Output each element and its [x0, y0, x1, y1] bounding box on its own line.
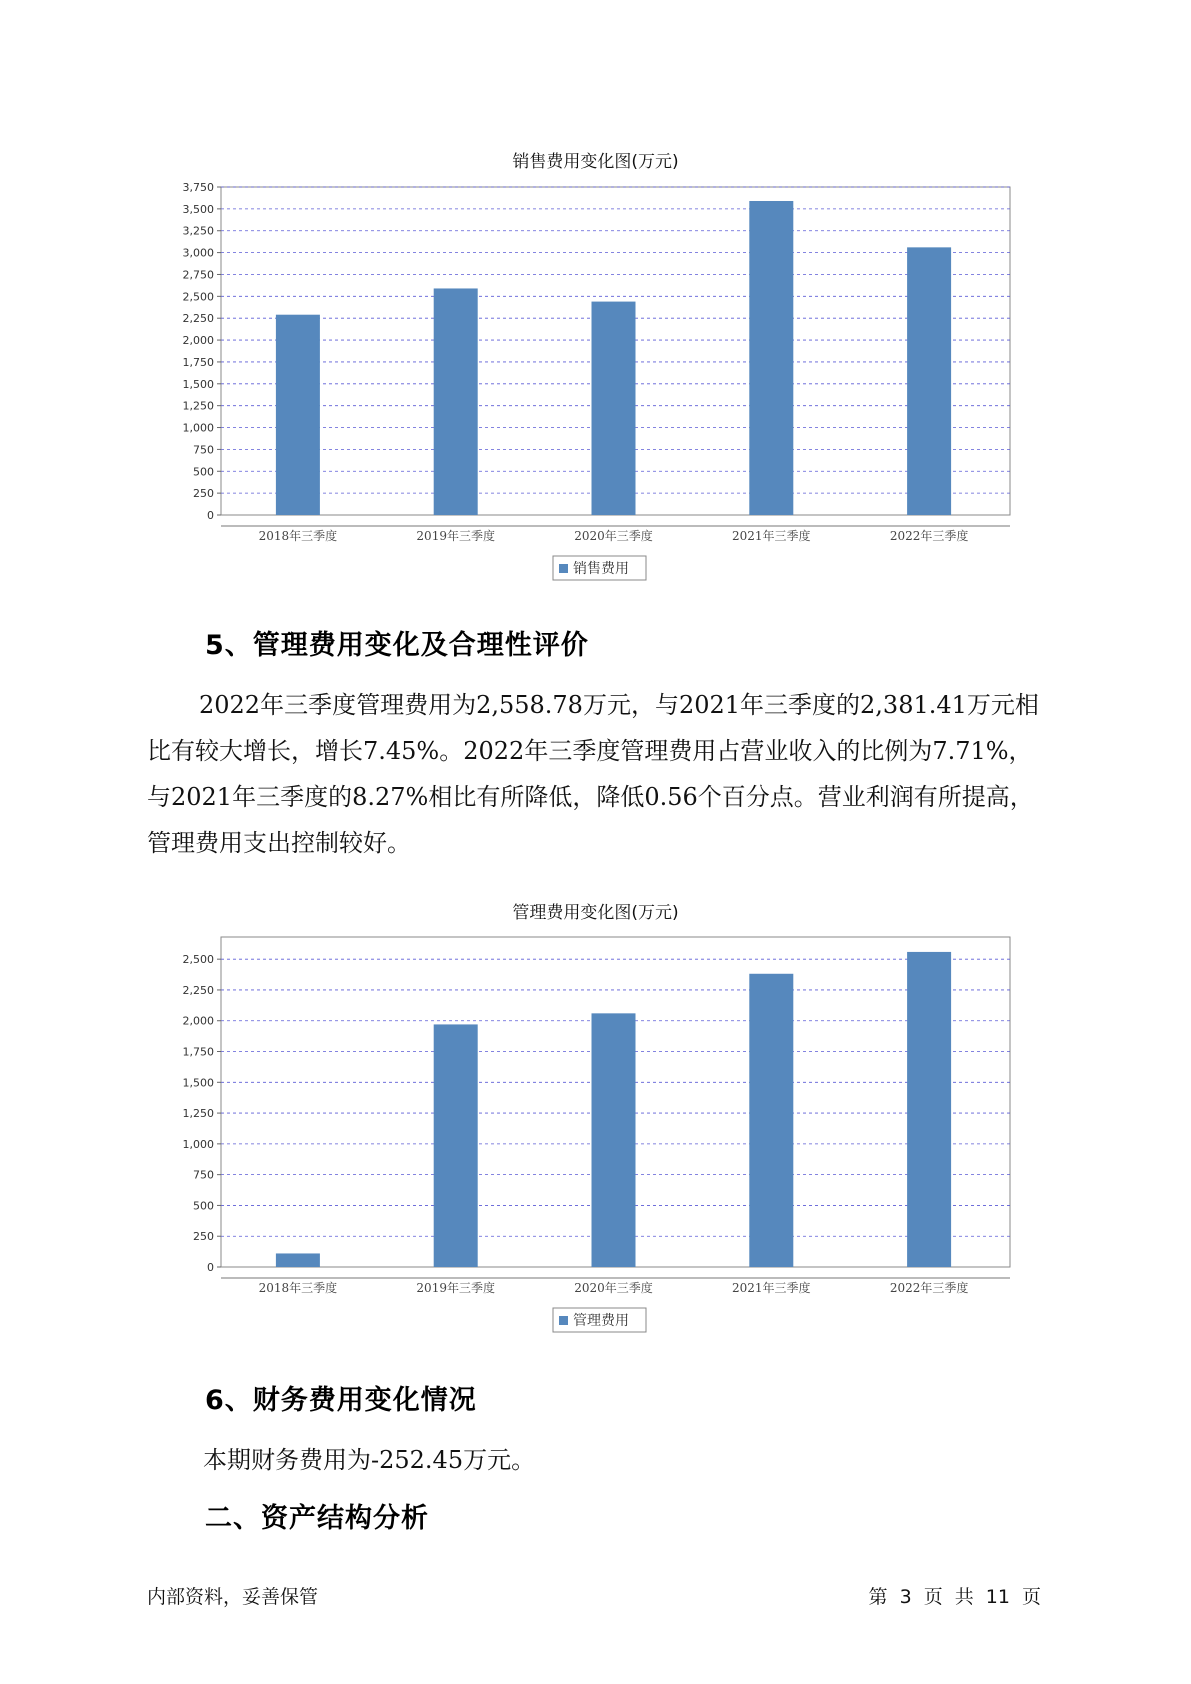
legend — [553, 1308, 646, 1332]
y-tick-label: 250 — [193, 487, 214, 501]
x-tick-label: 2021年三季度 — [732, 1281, 811, 1295]
y-tick-label: 500 — [193, 1199, 214, 1213]
section-5-heading: 5、管理费用变化及合理性评价 — [205, 630, 589, 661]
y-tick-label: 1,500 — [182, 377, 214, 391]
y-tick-label: 1,000 — [182, 421, 214, 435]
y-tick-label: 1,500 — [182, 1076, 214, 1090]
bar — [907, 952, 951, 1267]
bar — [592, 1013, 636, 1267]
x-tick-label: 2020年三季度 — [574, 529, 653, 543]
section-2-heading: 二、资产结构分析 — [205, 1503, 429, 1534]
y-tick-label: 3,500 — [182, 202, 214, 216]
y-tick-label: 250 — [193, 1230, 214, 1244]
section-5-paragraph: 2022年三季度管理费用为2,558.78万元，与2021年三季度的2,381.41万元相比有较大增长，增长7.45%。2022年三季度管理费用占营业收入的比例为7.71%，与2021年三季度的8.27%相比有所降低，降低0.56个百分点。营业利润有所提高，管理费用支出控制较好。 — [147, 691, 1039, 857]
y-tick-label: 2,250 — [182, 312, 214, 326]
y-tick-label: 2,750 — [182, 268, 214, 282]
y-tick-label: 3,750 — [182, 181, 214, 194]
section-6-heading: 6、财务费用变化情况 — [205, 1385, 477, 1416]
y-tick-label: 0 — [207, 1261, 214, 1274]
bar — [749, 201, 793, 515]
bar — [434, 288, 478, 515]
y-tick-label: 1,250 — [182, 399, 214, 413]
y-tick-label: 2,000 — [182, 1014, 214, 1028]
bar — [749, 974, 793, 1267]
admin-expense-chart-title: 管理费用变化图(万元) — [512, 903, 679, 923]
y-tick-label: 0 — [207, 509, 214, 522]
bar — [276, 315, 320, 515]
y-tick-label: 750 — [193, 443, 214, 457]
y-tick-label: 750 — [193, 1168, 214, 1182]
admin-expense-chart — [0, 920, 1191, 1350]
legend-swatch — [559, 1316, 568, 1325]
y-tick-label: 3,250 — [182, 224, 214, 238]
x-tick-label: 2022年三季度 — [889, 529, 969, 543]
x-tick-label: 2019年三季度 — [416, 1281, 495, 1295]
legend-label: 销售费用 — [573, 561, 629, 577]
footer-page-number: 第 3 页 共 11 页 — [868, 1586, 1041, 1608]
bar — [907, 247, 951, 515]
x-tick-label: 2021年三季度 — [732, 529, 811, 543]
y-tick-label: 2,250 — [182, 983, 214, 997]
bar — [592, 302, 636, 515]
y-tick-label: 2,000 — [182, 334, 214, 348]
footer-confidential-note: 内部资料，妥善保管 — [147, 1586, 319, 1608]
legend-label: 管理费用 — [573, 1313, 629, 1329]
x-tick-label: 2019年三季度 — [416, 529, 495, 543]
x-tick-label: 2022年三季度 — [889, 1281, 969, 1295]
bar — [434, 1024, 478, 1267]
y-tick-label: 1,750 — [182, 355, 214, 369]
x-tick-label: 2020年三季度 — [574, 1281, 653, 1295]
x-tick-label: 2018年三季度 — [258, 529, 338, 543]
sales-expense-chart-title: 销售费用变化图(万元) — [512, 152, 679, 172]
y-tick-label: 500 — [193, 465, 214, 479]
y-tick-label: 2,500 — [182, 290, 214, 304]
x-tick-label: 2018年三季度 — [258, 1281, 338, 1295]
y-tick-label: 2,500 — [182, 953, 214, 967]
legend-swatch — [559, 564, 568, 573]
bar — [276, 1253, 320, 1267]
y-tick-label: 1,250 — [182, 1107, 214, 1121]
legend — [553, 556, 646, 580]
sales-expense-chart — [0, 170, 1191, 595]
y-tick-label: 3,000 — [182, 246, 214, 260]
y-tick-label: 1,750 — [182, 1045, 214, 1059]
section-6-text: 本期财务费用为-252.45万元。 — [203, 1446, 536, 1474]
y-tick-label: 1,000 — [182, 1137, 214, 1151]
